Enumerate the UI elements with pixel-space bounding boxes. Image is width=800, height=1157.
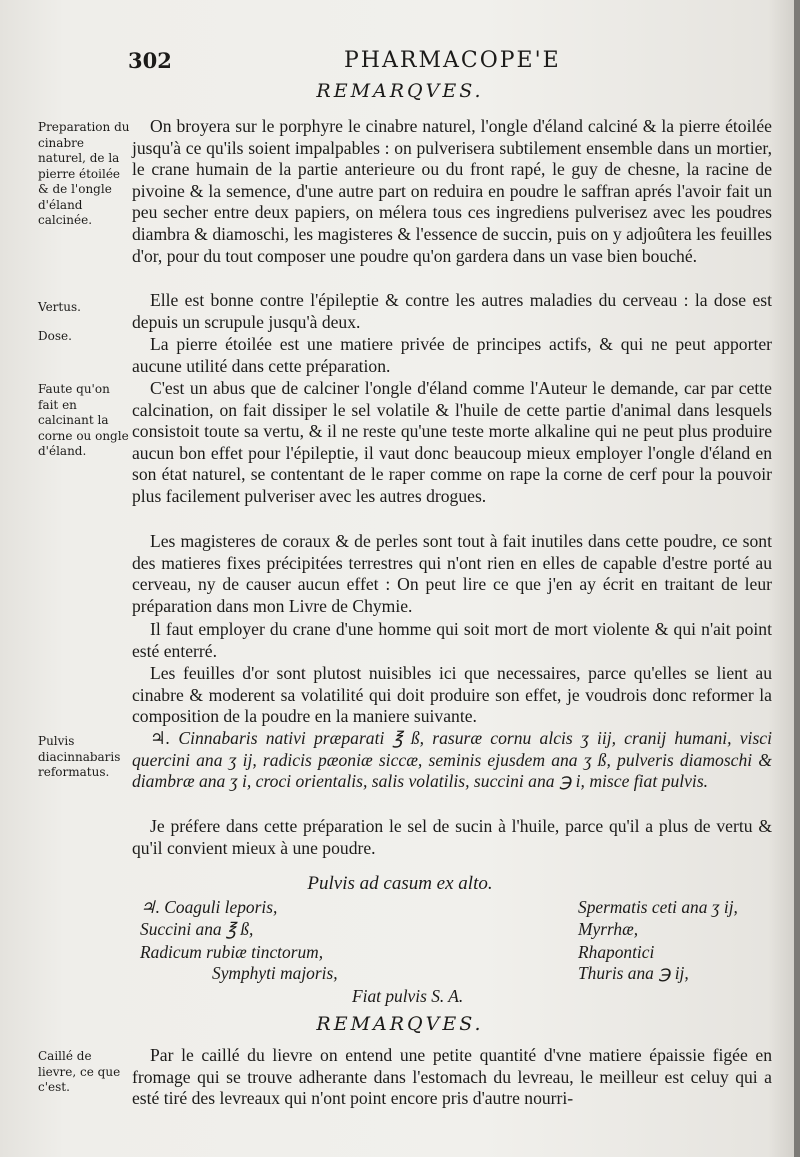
paragraph-calcination: C'est un abus que de calciner l'ongle d'éland comme l'Auteur le demande, car par cette calcination, on fait dissiper le sel volatile & l'huile de cette partie d'animal dans lesquels consistoit toute sa vertu, & il ne reste qu'une teste morte alkaline qui ne peut plus produire aucun bon effet pour l'épileptie, il vaut donc beaucoup mieux employer l'ongle d'éland en son état naturel, se contentant de le raper comme on rape la corne de cerf pour la pouvoir plus facilement pulveriser avec les autres drogues.	[132, 378, 772, 506]
paragraph-vertus: Elle est bonne contre l'épileptie & contre les autres maladies du cerveau : la dose est depuis un scrupule jusqu'à deux.	[132, 290, 772, 332]
paragraph-crane: Il faut employer du crane d'une homme qui soit mort de mort violente & qui n'ait point esté enterré.	[132, 619, 772, 661]
recipe-right-line: Rhapontici	[578, 942, 655, 962]
page-edge-shadow	[794, 0, 800, 1157]
recipe-right-line: Thuris ana ℈ ij,	[578, 963, 689, 983]
recipe-right-line: Myrrhæ,	[578, 919, 639, 939]
recipe-closing: Fiat pulvis S. A.	[352, 986, 464, 1006]
section-heading-remarques: REMARQVES.	[316, 80, 484, 102]
recipe-title: Pulvis ad casum ex alto.	[307, 873, 493, 894]
paragraph-feuilles-or: Les feuilles d'or sont plutost nuisibles ici que necessaires, parce qu'elles se lient au cinabre & moderent sa volatilité qui doit produire son effet, je voudrois donc reformer la composition de la poudre en la maniere suivante.	[132, 663, 772, 727]
paragraph-preparation: On broyera sur le porphyre le cinabre naturel, l'ongle d'éland calciné & la pierre étoilée jusqu'à ce qu'ils soient impalpables : on pulverisera subtilement ensemble dans un mortier, le crane humain de la partie anterieure ou du front rapé, le guy de chesne, la racine de pivoine & la semence, d'une autre part on reduira en poudre le saffran aprés l'avoir fait un peu secher entre deux papiers, on mélera tous ces ingrediens pulverisez avec les poudres diambra & diamoschi, les magisteres & l'essence de succin, puis on y adjoûtera les feuilles d'or, pour du tout composer une poudre qu'on gardera dans un vase bien bouché.	[132, 116, 772, 266]
paragraph-magisteres: Les magisteres de coraux & de perles sont tout à fait inutiles dans cette poudre, ce sont des matieres fixes précipitées terrestres qui n'ont rien en elles de capable d'estre porté au cerveau, ny de causer aucun effet : On peut lire ce que j'en ay écrit en traitant de leur préparation dans mon Livre de Chymie.	[132, 531, 772, 616]
margin-note-caille-de-lievre: Caillé de lievre, ce que c'est.	[38, 1049, 121, 1094]
margin-note-preparation: Preparation du cinabre naturel, de la pierre étoilée & de l'ongle d'éland calcinée.	[38, 120, 130, 227]
section-heading-remarques-2: REMARQVES.	[316, 1013, 484, 1035]
recipe-right-line: Spermatis ceti ana ʒ ij,	[578, 897, 738, 917]
running-title: PHARMACOPE'E	[344, 48, 561, 73]
page-header	[0, 48, 800, 78]
margin-note-vertus: Vertus.	[38, 300, 81, 314]
recipe-left-line: Succini ana ℥ ß,	[140, 919, 254, 939]
paragraph-latin-formula: ♃. Cinnabaris nativi præparati ℥ ß, rasuræ cornu alcis ʒ iij, cranij humani, visci quercini ana ʒ ij, radicis pæoniæ siccæ, seminis ejusdem ana ʒ ß, pulveris diamoschi & diambræ ana ʒ i, croci orientalis, salis volatilis, succini ana ℈ i, misce fiat pulvis.	[132, 728, 772, 792]
recipe-left-line: Symphyti majoris,	[212, 963, 338, 983]
paragraph-caille-lievre: Par le caillé du lievre on entend une petite quantité d'vne matiere épaissie figée en fromage qui se trouve adherante dans l'estomach du levreau, le meilleur est celuy qui a esté tiré des levreaux qui n'ont point encore pris d'autre nourri-	[132, 1045, 772, 1109]
recipe-left-line: Radicum rubiæ tinctorum,	[140, 942, 324, 962]
page-number: 302	[128, 48, 172, 73]
recipe-left-line: ♃. Coaguli leporis,	[140, 897, 278, 917]
paragraph-pierre-etoilee: La pierre étoilée est une matiere privée de principes actifs, & qui ne peut apporter aucune utilité dans cette préparation.	[132, 334, 772, 376]
paragraph-sel-de-sucin: Je préfere dans cette préparation le sel de sucin à l'huile, parce qu'il a plus de vertu & qu'il convient mieux à une poudre.	[132, 816, 772, 858]
margin-note-faute: Faute qu'on fait en calcinant la corne ou ongle d'éland.	[38, 382, 129, 458]
margin-note-dose: Dose.	[38, 329, 72, 343]
margin-note-pulvis-diacinnabaris: Pulvis diacinnabaris reformatus.	[38, 734, 121, 779]
